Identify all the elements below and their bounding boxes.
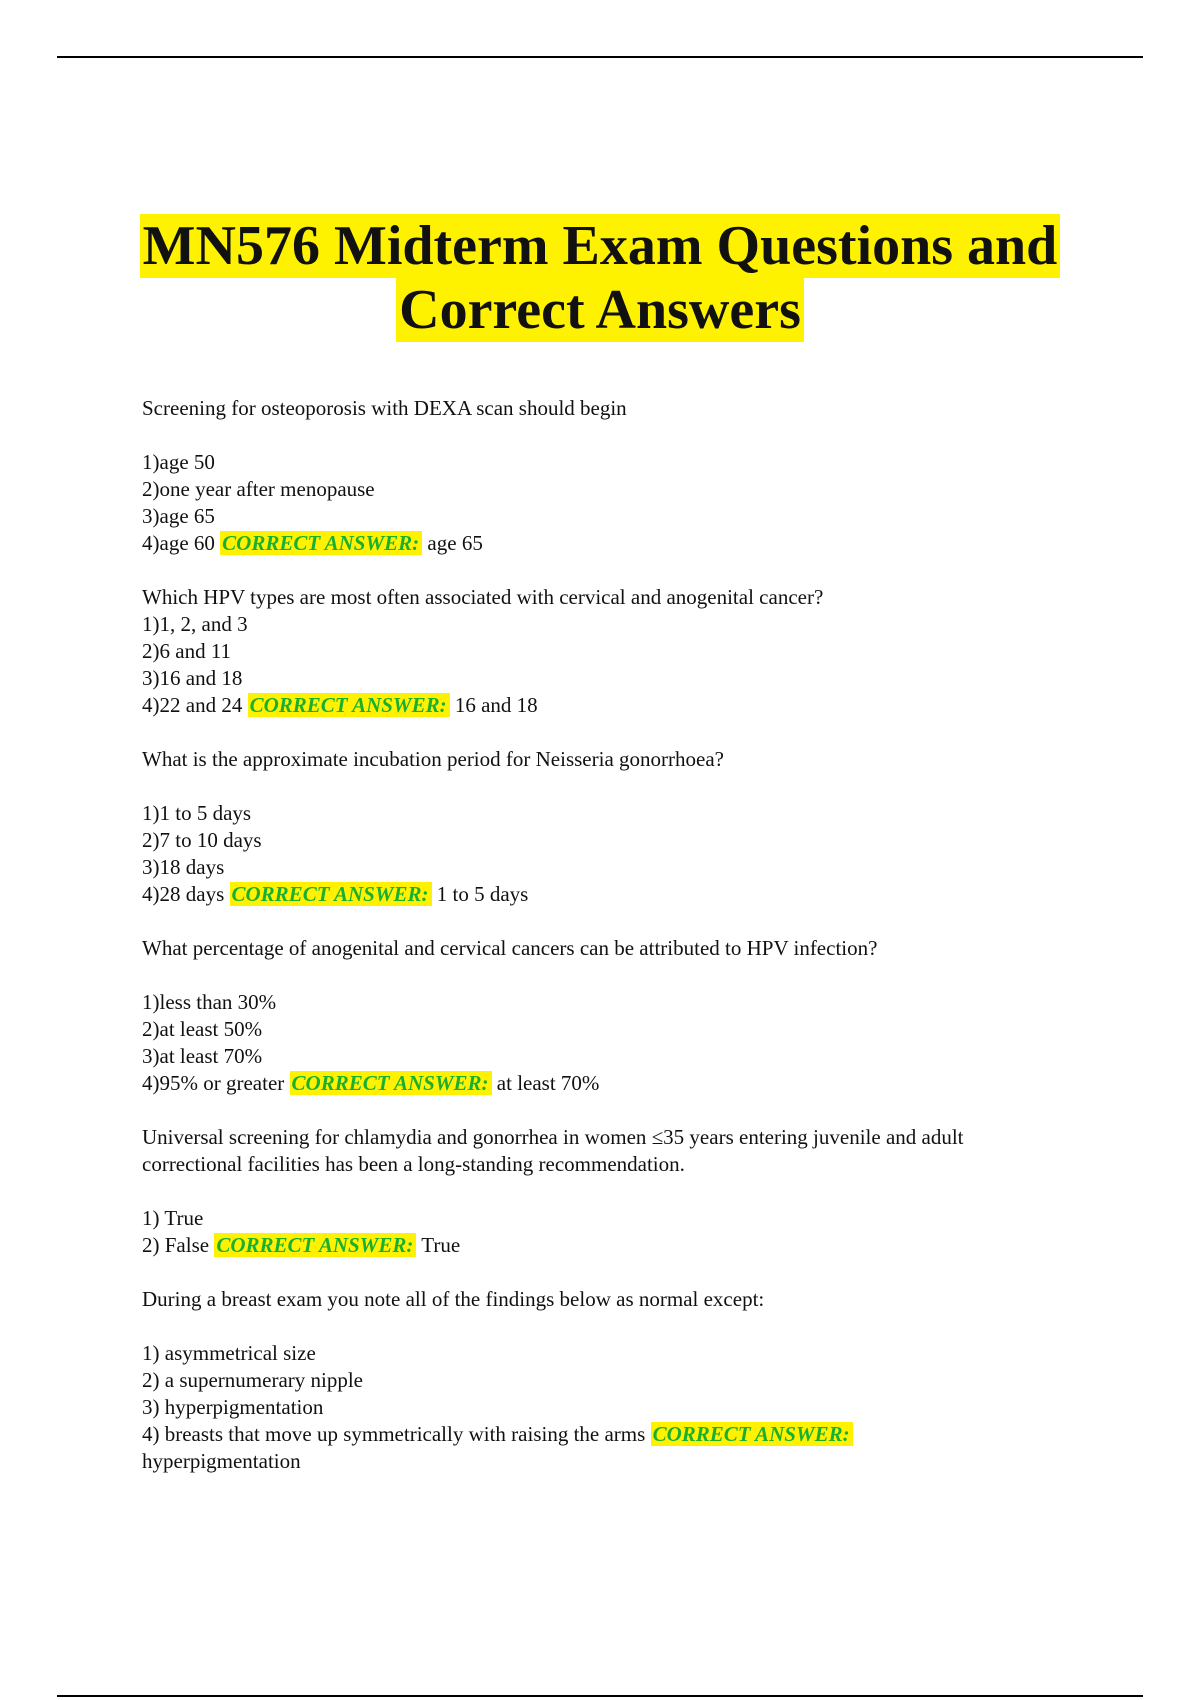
option: 1)1, 2, and 3 bbox=[142, 612, 248, 636]
question-text: Universal screening for chlamydia and gonorrhea in women ≤35 years entering juvenile and adult correctional facilities has been a long-standing recommendation. bbox=[142, 1125, 964, 1176]
document-title bbox=[100, 214, 1100, 342]
question-text: Which HPV types are most often associated with cervical and anogenital cancer? bbox=[142, 585, 824, 609]
option: 1)less than 30% bbox=[142, 990, 277, 1014]
option-with-answer bbox=[142, 1232, 1062, 1259]
question-text: What percentage of anogenital and cervical cancers can be attributed to HPV infection? bbox=[142, 936, 878, 960]
option-with-answer bbox=[142, 1421, 1062, 1448]
option: 3)at least 70% bbox=[142, 1044, 263, 1068]
option: 4)age 60 bbox=[142, 531, 215, 555]
question-text: During a breast exam you note all of the findings below as normal except: bbox=[142, 1287, 765, 1311]
correct-answer-label: CORRECT ANSWER: bbox=[651, 1422, 853, 1446]
option: 4)95% or greater bbox=[142, 1071, 285, 1095]
question-5 bbox=[142, 1124, 1062, 1259]
option: 3)age 65 bbox=[142, 504, 215, 528]
correct-answer-label: CORRECT ANSWER: bbox=[214, 1233, 416, 1257]
option: 3)18 days bbox=[142, 855, 225, 879]
option: 1)1 to 5 days bbox=[142, 801, 252, 825]
top-rule bbox=[57, 56, 1143, 58]
question-3 bbox=[142, 746, 1062, 908]
option: 1) True bbox=[142, 1206, 204, 1230]
option: 4)28 days bbox=[142, 882, 225, 906]
correct-answer-value: age 65 bbox=[427, 531, 483, 555]
correct-answer-value: 1 to 5 days bbox=[436, 882, 529, 906]
question-4 bbox=[142, 935, 1062, 1097]
option-with-answer bbox=[142, 530, 1062, 557]
question-text: Screening for osteoporosis with DEXA scan should begin bbox=[142, 396, 627, 420]
correct-answer-label: CORRECT ANSWER: bbox=[220, 531, 422, 555]
option: 2) False bbox=[142, 1233, 210, 1257]
question-list bbox=[142, 395, 1062, 1502]
option-with-answer bbox=[142, 881, 1062, 908]
option-with-answer bbox=[142, 692, 1062, 719]
title-line-2: Correct Answers bbox=[396, 278, 804, 342]
question-6 bbox=[142, 1286, 1062, 1475]
title-line-1: MN576 Midterm Exam Questions and bbox=[140, 214, 1061, 278]
option: 2)6 and 11 bbox=[142, 639, 232, 663]
question-1 bbox=[142, 395, 1062, 557]
option: 4) breasts that move up symmetrically with raising the arms bbox=[142, 1422, 646, 1446]
option: 2)7 to 10 days bbox=[142, 828, 262, 852]
option: 2)at least 50% bbox=[142, 1017, 263, 1041]
option: 3) hyperpigmentation bbox=[142, 1395, 324, 1419]
bottom-rule bbox=[57, 1695, 1143, 1697]
correct-answer-value: at least 70% bbox=[496, 1071, 600, 1095]
correct-answer-label: CORRECT ANSWER: bbox=[248, 693, 450, 717]
correct-answer-value: True bbox=[421, 1233, 461, 1257]
option: 4)22 and 24 bbox=[142, 693, 243, 717]
option: 2)one year after menopause bbox=[142, 477, 375, 501]
correct-answer-label: CORRECT ANSWER: bbox=[230, 882, 432, 906]
option: 1) asymmetrical size bbox=[142, 1341, 316, 1365]
correct-answer-label: CORRECT ANSWER: bbox=[290, 1071, 492, 1095]
question-text: What is the approximate incubation period for Neisseria gonorrhoea? bbox=[142, 747, 724, 771]
option: 2) a supernumerary nipple bbox=[142, 1368, 364, 1392]
option: 1)age 50 bbox=[142, 450, 215, 474]
question-2 bbox=[142, 584, 1062, 719]
correct-answer-value: hyperpigmentation bbox=[142, 1449, 301, 1473]
correct-answer-value: 16 and 18 bbox=[454, 693, 538, 717]
option: 3)16 and 18 bbox=[142, 666, 243, 690]
option-with-answer bbox=[142, 1070, 1062, 1097]
